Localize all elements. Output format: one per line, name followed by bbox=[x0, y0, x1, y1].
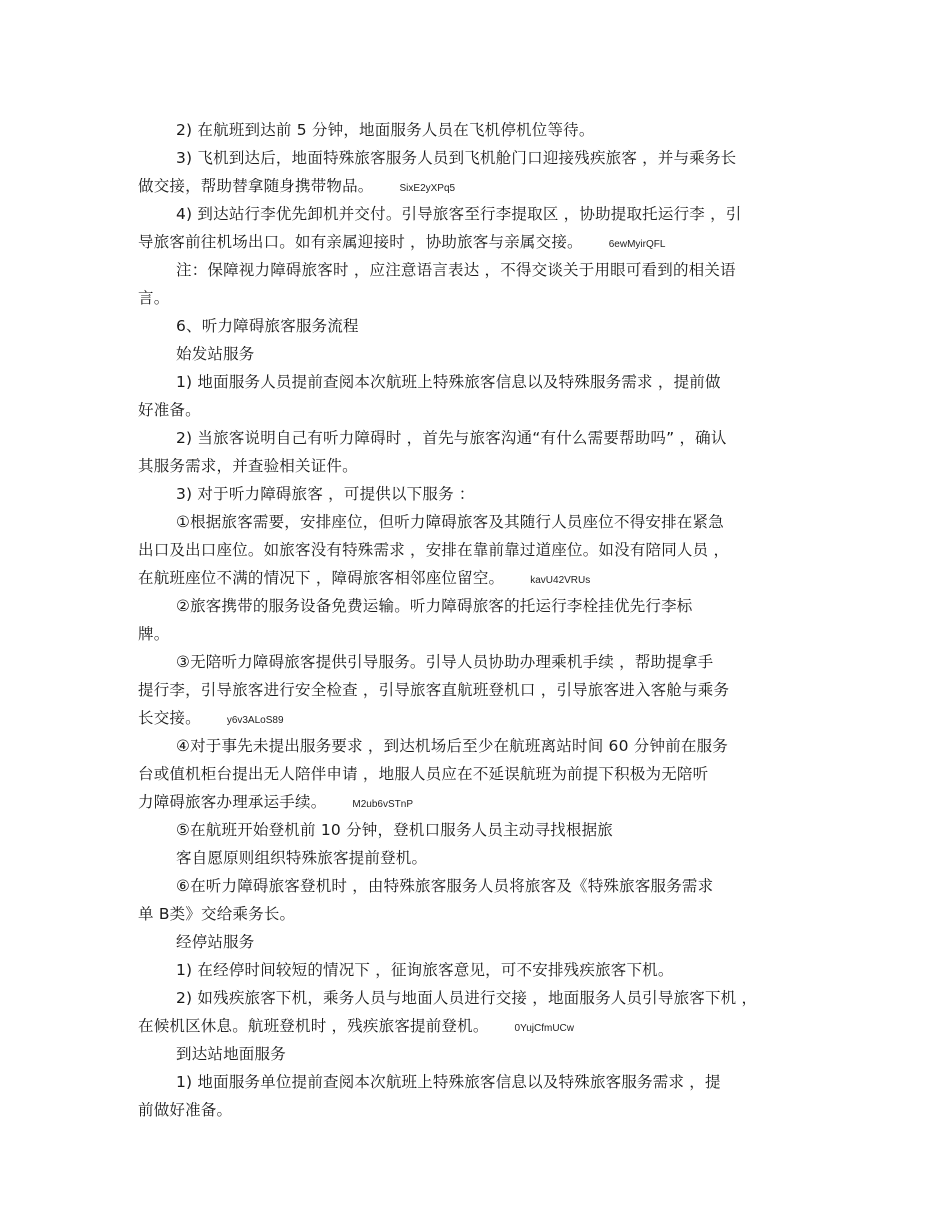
section-heading: 6、听力障碍旅客服务流程 bbox=[176, 317, 359, 335]
watermark-code: M2ub6vSTnP bbox=[352, 799, 413, 810]
text-line: 1) 在经停时间较短的情况下 ，征询旅客意见，可不安排残疾旅客下机。 bbox=[176, 961, 674, 979]
text-line: 在航班座位不满的情况下 ，障碍旅客相邻座位留空。 kavU42VRUs bbox=[138, 569, 591, 587]
text-line: 1) 地面服务人员提前查阅本次航班上特殊旅客信息以及特殊服务需求 ，提前做 bbox=[176, 373, 721, 391]
text-line: 2) 当旅客说明自己有听力障碍时 ，首先与旅客沟通“有什么需要帮助吗” ，确认 bbox=[176, 429, 727, 447]
text-line: 导旅客前往机场出口。如有亲属迎接时 ，协助旅客与亲属交接。 6ewMyirQFL bbox=[138, 233, 666, 251]
text-line: 做交接，帮助替拿随身携带物品。 SixE2yXPq5 bbox=[138, 177, 456, 195]
text-line: 2) 如残疾旅客下机，乘务人员与地面人员进行交接 ，地面服务人员引导旅客下机 ， bbox=[176, 989, 758, 1007]
text-line: 其服务需求，并查验相关证件。 bbox=[138, 457, 358, 475]
text-line: 注：保障视力障碍旅客时 ，应注意语言表达 ，不得交谈关于用眼可看到的相关语 bbox=[176, 261, 736, 279]
text-line: 牌。 bbox=[138, 625, 170, 643]
text-line: ⑤在航班开始登机前 10 分钟，登机口服务人员主动寻找根据旅 bbox=[176, 821, 613, 839]
text-line: 台或值机柜台提出无人陪伴申请 ，地服人员应在不延误航班为前提下积极为无陪听 bbox=[138, 765, 709, 783]
subsection-heading: 始发站服务 bbox=[176, 345, 255, 363]
text-line: 2) 在航班到达前 5 分钟，地面服务人员在飞机停机位等待。 bbox=[176, 121, 595, 139]
watermark-code: kavU42VRUs bbox=[530, 575, 591, 586]
text-line: 单 B类》交给乘务长。 bbox=[138, 905, 296, 923]
text-line: 3) 对于听力障碍旅客 ，可提供以下服务 ： bbox=[176, 485, 475, 503]
text-line: ①根据旅客需要，安排座位，但听力障碍旅客及其随行人员座位不得安排在紧急 bbox=[176, 513, 724, 531]
text-line: 4) 到达站行李优先卸机并交付。引导旅客至行李提取区 ，协助提取托运行李 ，引 bbox=[176, 205, 742, 223]
text-line: 提行李，引导旅客进行安全检查 ，引导旅客直航班登机口 ，引导旅客进入客舱与乘务 bbox=[138, 681, 730, 699]
text-line: 言。 bbox=[138, 289, 170, 307]
text-line: 客自愿原则组织特殊旅客提前登机。 bbox=[176, 849, 428, 867]
text-line: ④对于事先未提出服务要求 ，到达机场后至少在航班离站时间 60 分钟前在服务 bbox=[176, 737, 729, 755]
subsection-heading: 经停站服务 bbox=[176, 933, 255, 951]
text-line: 出口及出口座位。如旅客没有特殊需求 ，安排在靠前靠过道座位。如没有陪同人员 ， bbox=[138, 541, 730, 559]
text-line: ⑥在听力障碍旅客登机时 ，由特殊旅客服务人员将旅客及《特殊旅客服务需求 bbox=[176, 877, 714, 895]
watermark-code: SixE2yXPq5 bbox=[399, 183, 456, 194]
subsection-heading: 到达站地面服务 bbox=[176, 1045, 286, 1063]
text-line: ③无陪听力障碍旅客提供引导服务。引导人员协助办理乘机手续 ，帮助提拿手 bbox=[176, 653, 714, 671]
watermark-code: y6v3ALoS89 bbox=[226, 715, 284, 726]
text-line: ②旅客携带的服务设备免费运输。听力障碍旅客的托运行李栓挂优先行李标 bbox=[176, 597, 693, 615]
text-line: 1) 地面服务单位提前查阅本次航班上特殊旅客信息以及特殊旅客服务需求 ，提 bbox=[176, 1073, 721, 1091]
watermark-code: 0YujCfmUCw bbox=[514, 1023, 574, 1034]
text-line: 在候机区休息。航班登机时 ，残疾旅客提前登机。 0YujCfmUCw bbox=[138, 1017, 574, 1035]
text-line: 长交接。 y6v3ALoS89 bbox=[138, 709, 284, 727]
text-line: 3) 飞机到达后，地面特殊旅客服务人员到飞机舱门口迎接残疾旅客 ，并与乘务长 bbox=[176, 149, 737, 167]
text-line: 好准备。 bbox=[138, 401, 201, 419]
text-line: 前做好准备。 bbox=[138, 1101, 233, 1119]
text-line: 力障碍旅客办理承运手续。 M2ub6vSTnP bbox=[138, 793, 413, 811]
watermark-code: 6ewMyirQFL bbox=[608, 239, 666, 250]
